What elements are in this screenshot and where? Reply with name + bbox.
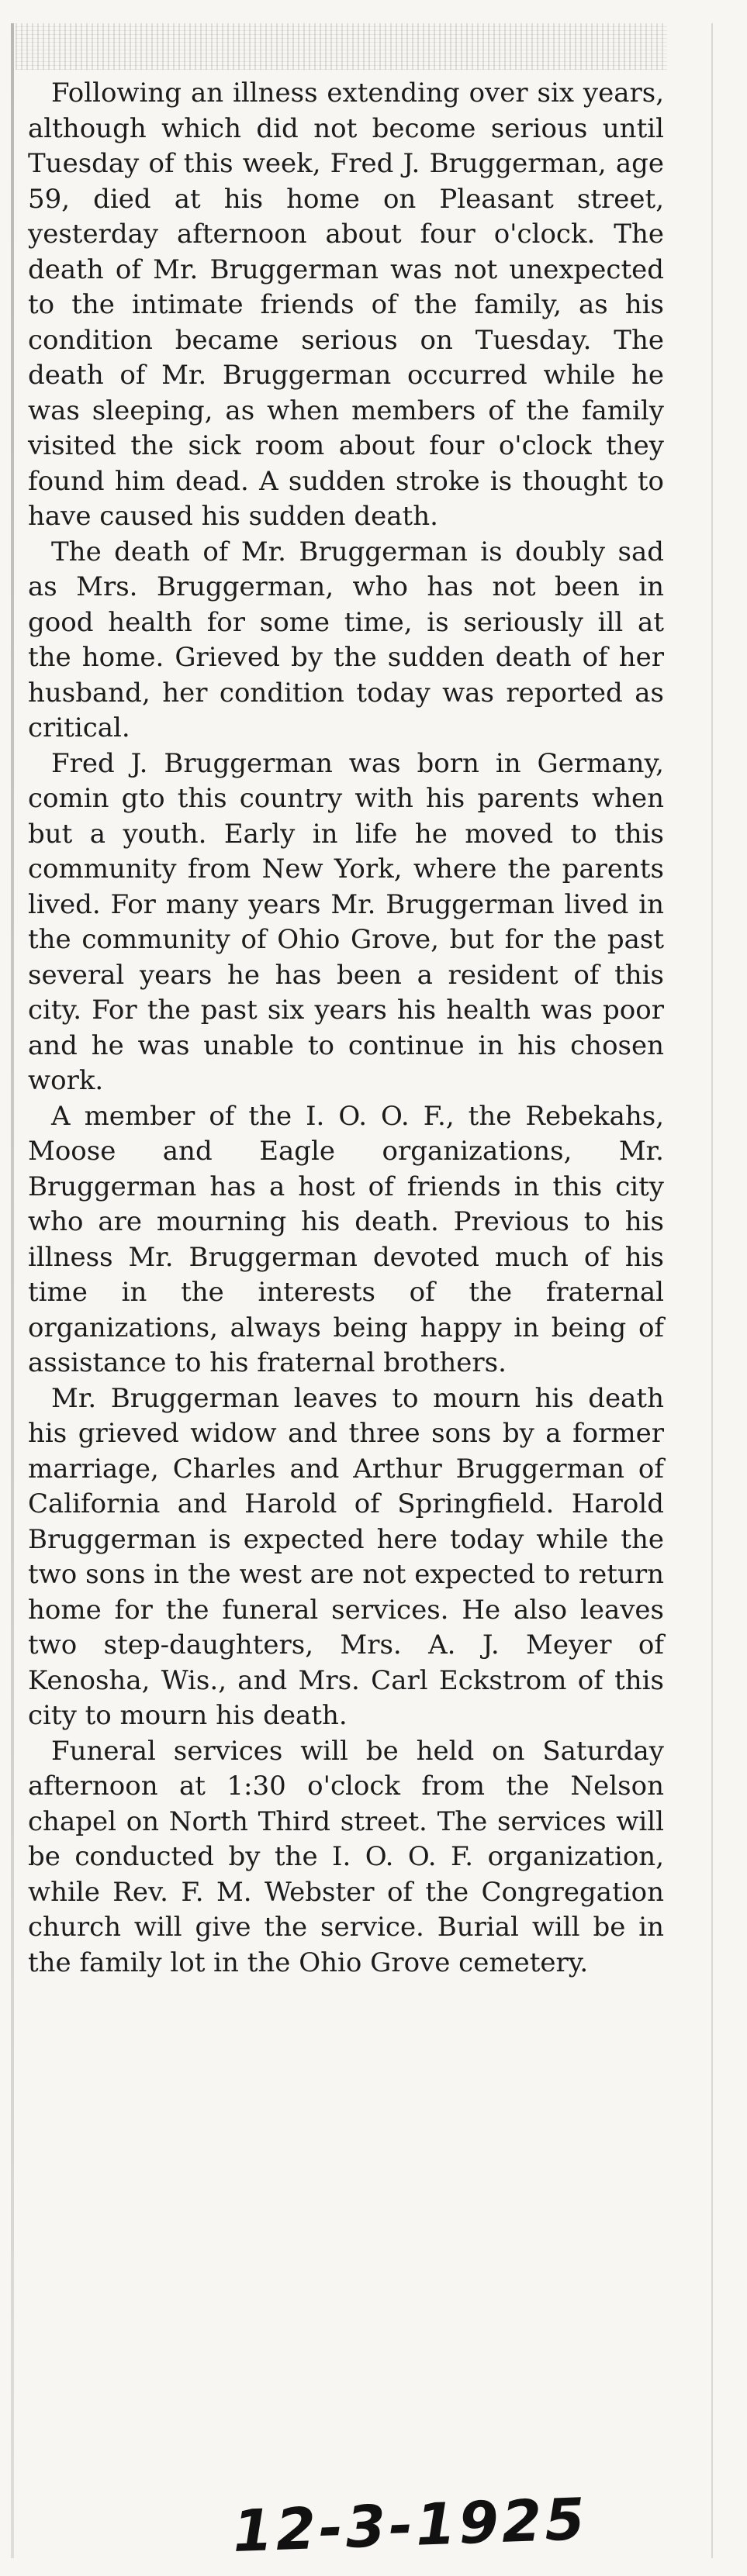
article-paragraph-5: Mr. Bruggerman leaves to mourn his death his grieved widow and three sons by a former marriage, Charles and Arthur Bruggerman of California and Harold of Springfield. Harold Bruggerman is expected here today while the two sons in the west are not expected to return home for the funeral services. He also leaves two step-daughters, Mrs. A. J. Meyer of Kenosha, Wis., and Mrs. Carl Eckstrom of this city to mourn his death.	[28, 1382, 664, 1731]
article-paragraph-4: A member of the I. O. O. F., the Rebekahs, Moose and Eagle organizations, Mr. Bruggerman has a host of friends in this city who are mourning his death. Previous to his illness Mr. Bruggerman devoted much of his time in the interests of the fraternal organizations, always being happy in being of assistance to his fraternal brothers.	[28, 1100, 664, 1378]
clipping-left-edge	[11, 23, 14, 2558]
article-paragraph-6: Funeral services will be held on Saturday afternoon at 1:30 o'clock from the Nelson chapel on North Third street. The services will be conducted by the I. O. O. F. organization, while Rev. F. M. Webster of the Congregation church will give the service. Burial will be in the family lot in the Ohio Grove cemetery.	[28, 1735, 664, 1978]
article-paragraph-2: The death of Mr. Bruggerman is doubly sad as Mrs. Bruggerman, who has not been in good health for some time, is seriously ill at the home. Grieved by the sudden death of her husband, her condition today was reported as critical.	[28, 536, 664, 743]
handwritten-date: 12-3-1925	[231, 2486, 590, 2565]
clipping-right-edge	[711, 23, 713, 2558]
article-paragraph-1: Following an illness extending over six years, although which did not become serious until Tuesday of this week, Fred J. Bruggerman, age 59, died at his home on Pleasant street, yesterday afternoon about four o'clock. The death of Mr. Bruggerman was not unexpected to the intimate friends of the family, as his condition became serious on Tuesday. The death of Mr. Bruggerman occurred while he was sleeping, as when members of the family visited the sick room about four o'clock they found him dead. A sudden stroke is thought to have caused his sudden death.	[28, 78, 664, 532]
obituary-article	[28, 76, 664, 1981]
scan-noise-top	[16, 23, 667, 70]
article-paragraph-3: Fred J. Bruggerman was born in Germany, comin gto this country with his parents when but a youth. Early in life he moved to this community from New York, where the parents lived. For many years Mr. Bruggerman lived in the community of Ohio Grove, but for the past several years he has been a resident of this city. For the past six years his health was poor and he was unable to continue in his chosen work.	[28, 747, 664, 1096]
